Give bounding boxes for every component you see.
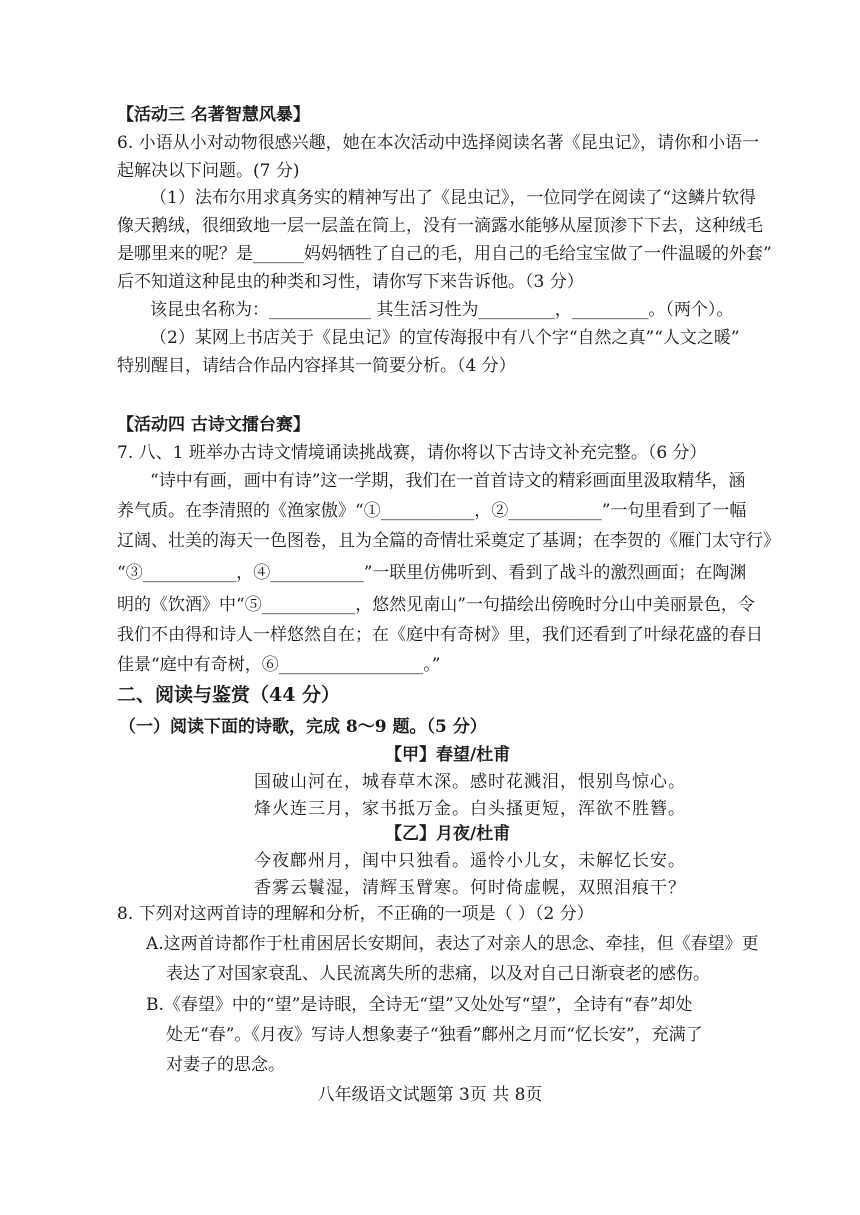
q6-answer-line: 该昆虫名称为：____________ 其生活习性为_________，_________。（两个）。 <box>150 300 734 320</box>
reading-part1-title: （一）阅读下面的诗歌，完成 8～9 题。（5 分） <box>119 717 487 737</box>
q6-part1-line4: 后不知道这种昆虫的种类和习性，请你写下来告诉他。（3 分） <box>117 272 584 292</box>
q7-line8: 佳景“庭中有奇树，⑥_________________。” <box>117 655 441 675</box>
q8-stem: 8. 下列对这两首诗的理解和分析，不正确的一项是（ ）（2 分） <box>117 904 594 924</box>
q7-line6: 明的《饮酒》中“⑤___________，悠然见南山”一句描绘出傍晚时分山中美丽景色，令 <box>117 595 755 615</box>
poem1-line1: 国破山河在，城春草木深。感时花溅泪，恨别鸟惊心。 <box>254 772 686 792</box>
q7-line7: 我们不由得和诗人一样悠然自在；在《庭中有奇树》里，我们还看到了叶绿花盛的春日 <box>117 625 763 645</box>
poem2-line1: 今夜鄜州月，闺中只独看。遥怜小儿女，未解忆长安。 <box>254 851 686 871</box>
q8-option-b-line3: 对妻子的思念。 <box>166 1055 285 1075</box>
q7-line1: 7. 八、1 班举办古诗文情境诵读挑战赛，请你将以下古诗文补充完整。（6 分） <box>117 443 707 463</box>
poem1-title: 【甲】春望/杜甫 <box>385 745 511 765</box>
poem2-title: 【乙】月夜/杜甫 <box>385 824 511 844</box>
q7-line3: 养气质。在李清照的《渔家傲》“①___________，②___________”一句里看到了一幅 <box>117 501 747 521</box>
q6-part1-line3: 是哪里来的呢？是______妈妈牺牲了自己的毛，用自己的毛给宝宝做了一件温暖的外套” <box>117 244 772 264</box>
page-footer: 八年级语文试题第 3页 共 8页 <box>317 1085 543 1105</box>
q7-line4: 辽阔、壮美的海天一色图卷，且为全篇的奇情壮采奠定了基调；在李贺的《雁门太守行》 <box>117 531 780 551</box>
q6-stem-line1: 6. 小语从小对动物很感兴趣，她在本次活动中选择阅读名著《昆虫记》，请你和小语一 <box>117 133 760 153</box>
poem1-line2: 烽火连三月，家书抵万金。白头搔更短，浑欲不胜簪。 <box>254 799 686 819</box>
q8-option-a-line1: A.这两首诗都作于杜甫困居长安期间，表达了对亲人的思念、牵挂，但《春望》更 <box>146 934 759 954</box>
q7-line5: “③___________，④___________”一联里仿佛听到、看到了战斗的激烈画面；在陶渊 <box>117 563 747 583</box>
q8-option-b-line2: 处无“春”。《月夜》写诗人想象妻子“独看”鄜州之月而“忆长安”，充满了 <box>166 1025 703 1045</box>
q8-option-a-line2: 表达了对国家衰乱、人民流离失所的悲痛，以及对自己日渐衰老的感伤。 <box>166 964 710 984</box>
activity4-title: 【活动四 古诗文擂台赛】 <box>117 415 310 435</box>
section2-title: 二、阅读与鉴赏（44 分） <box>117 684 341 706</box>
q6-part1-line1: （1）法布尔用求真务实的精神写出了《昆虫记》，一位同学在阅读了“这鳞片软得 <box>150 188 757 208</box>
activity3-title: 【活动三 名著智慧风暴】 <box>117 105 310 125</box>
q8-option-b-line1: B.《春望》中的“望”是诗眼，全诗无“望”又处处写“望”，全诗有“春”却处 <box>146 995 693 1015</box>
poem2-line2: 香雾云鬟湿，清辉玉臂寒。何时倚虚幌，双照泪痕干？ <box>254 878 686 898</box>
q6-part1-line2: 像天鹅绒，很细致地一层一层盖在筒上，没有一滴露水能够从屋顶渗下下去，这种绒毛 <box>117 216 763 236</box>
q6-part2-line1: （2）某网上书店关于《昆虫记》的宣传海报中有八个字“自然之真”“人文之暖” <box>150 328 740 348</box>
q6-stem-line2: 起解决以下问题。(7 分) <box>117 161 300 181</box>
q6-part2-line2: 特别醒目，请结合作品内容择其一简要分析。（4 分） <box>117 356 516 376</box>
q7-line2: “诗中有画，画中有诗”这一学期，我们在一首首诗文的精彩画面里汲取精华，涵 <box>150 471 746 491</box>
